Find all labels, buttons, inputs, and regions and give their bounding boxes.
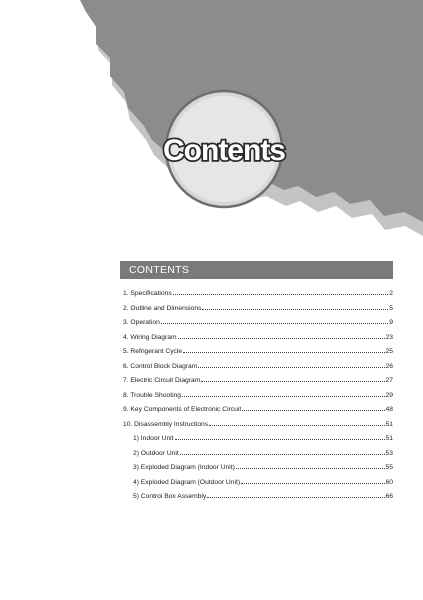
toc-entry[interactable] <box>123 406 393 421</box>
toc-entry-title: 2) Outdoor Unit <box>133 449 179 457</box>
toc-entry[interactable] <box>123 450 393 465</box>
toc-entry-page: 25 <box>385 348 393 355</box>
toc-leader-dots <box>201 381 384 382</box>
toc-entry[interactable] <box>123 334 393 349</box>
toc-entry-title: 7. Electric Circuit Diagram <box>123 377 201 384</box>
toc-entry[interactable] <box>123 435 393 450</box>
toc-entry-page: 60 <box>385 478 393 486</box>
toc-entry-page: 48 <box>385 406 393 413</box>
toc-list <box>123 290 393 508</box>
toc-entry[interactable] <box>123 392 393 407</box>
toc-entry-title: 3. Operation <box>123 319 160 326</box>
toc-entry[interactable] <box>123 305 393 320</box>
toc-entry-title: 1) Indoor Unit <box>133 435 174 442</box>
toc-leader-dots <box>209 425 384 426</box>
cover-title: Contents <box>163 134 285 167</box>
toc-entry-page: 5 <box>389 304 393 312</box>
toc-leader-dots <box>180 454 385 455</box>
toc-entry-page: 2 <box>389 290 393 297</box>
toc-entry-page: 27 <box>385 377 393 384</box>
toc-leader-dots <box>182 396 385 397</box>
toc-leader-dots <box>242 410 384 411</box>
toc-entry-page: 66 <box>385 493 393 500</box>
toc-leader-dots <box>183 352 384 353</box>
toc-leader-dots <box>173 294 389 295</box>
toc-entry-title: 3) Exploded Diagram (Indoor Unit) <box>133 464 235 471</box>
toc-leader-dots <box>198 367 384 368</box>
toc-entry[interactable] <box>123 421 393 436</box>
toc-leader-dots <box>202 309 388 310</box>
toc-leader-dots <box>207 497 384 498</box>
toc-leader-dots <box>175 439 385 440</box>
toc-entry-page: 23 <box>385 333 393 341</box>
toc-entry[interactable] <box>123 348 393 363</box>
toc-entry[interactable] <box>123 479 393 494</box>
toc-entry-title: 10. Disassembly Instructions <box>123 420 209 428</box>
toc-entry-page: 53 <box>385 449 393 457</box>
toc-entry-title: 2. Outline and Dimensions <box>123 304 202 312</box>
contents-header: CONTENTS <box>120 261 393 279</box>
toc-entry-page: 26 <box>385 362 393 370</box>
toc-entry-title: 6. Control Block Diagram <box>123 362 198 370</box>
toc-entry-page: 9 <box>389 319 393 326</box>
toc-entry-title: 1. Specifications <box>123 290 172 297</box>
toc-entry-title: 5. Refrigerant Cycle <box>123 348 183 355</box>
toc-entry[interactable] <box>123 464 393 479</box>
toc-entry-title: 4. Wiring Diagram <box>123 333 177 341</box>
toc-entry-page: 51 <box>385 420 393 428</box>
toc-entry-page: 51 <box>385 435 393 442</box>
toc-entry-title: 4) Exploded Diagram (Outdoor Unit) <box>133 478 241 486</box>
toc-entry-title: 8. Trouble Shooting <box>123 391 181 399</box>
toc-entry[interactable] <box>123 363 393 378</box>
toc-leader-dots <box>241 483 385 484</box>
cover-artwork <box>0 0 423 240</box>
toc-entry[interactable] <box>123 290 393 305</box>
toc-entry[interactable] <box>123 377 393 392</box>
toc-entry-page: 29 <box>385 391 393 399</box>
toc-leader-dots <box>161 323 388 324</box>
toc-entry[interactable] <box>123 493 393 508</box>
toc-leader-dots <box>236 468 385 469</box>
toc-leader-dots <box>178 338 385 339</box>
toc-entry-title: 9. Key Components of Electronic Circuit <box>123 406 242 413</box>
toc-entry-page: 55 <box>385 464 393 471</box>
toc-entry[interactable] <box>123 319 393 334</box>
toc-entry-title: 5) Control Box Assembly <box>133 493 207 500</box>
